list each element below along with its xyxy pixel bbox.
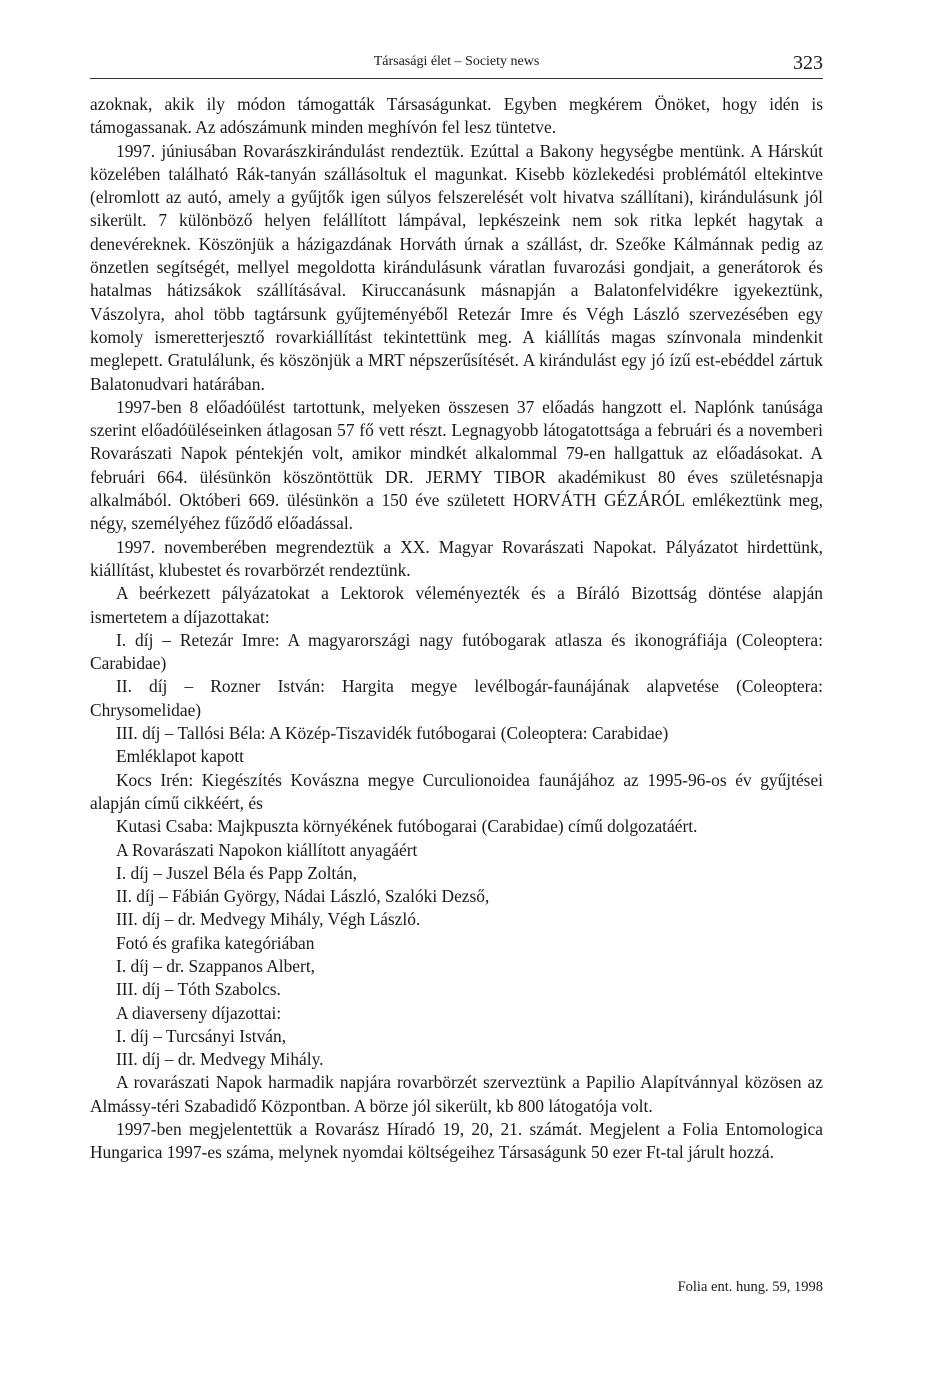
body-text (90, 93, 823, 1165)
paragraph: 1997-ben 8 előadóülést tartottunk, melyeken összesen 37 előadás hangzott el. Naplónk tanúsága szerint előadóüléseinken átlagosan 57 fő vett részt. Legnagyobb látogatottsága a februári és a novemberi Rovarászati Napok péntekjén volt, amikor mindkét alkalommal 79-en hallgattuk az előadásokat. A februári 664. ülésünkön köszöntöttük DR. JERMY TIBOR akadémikust 80 éves születésnapja alkalmából. Októberi 669. ülésünkön a 150 éve született HORVÁTH GÉZÁRÓL emlékeztünk meg, négy, személyéhez fűződő előadással. (90, 396, 823, 534)
prize-entry: II. díj – Rozner István: Hargita megye levélbogár-faunájának alapvetése (Coleoptera: Chrysomelidae) (90, 676, 823, 720)
prize-heading: Fotó és grafika kategóriában (116, 932, 315, 953)
paragraph: 1997. novemberében megrendeztük a XX. Magyar Rovarászati Napokat. Pályázatot hirdettünk, kiállítást, klubestet és rovarbörzét rendeztünk. (90, 536, 823, 580)
prize-entry: I. díj – Retezár Imre: A magyarországi nagy futóbogarak atlasza és ikonográfiája (Coleoptera: Carabidae) (90, 629, 823, 674)
prize-entry: III. díj – dr. Medvegy Mihály, Végh László. (116, 909, 421, 930)
header-title: Társasági élet – Society news (373, 54, 540, 69)
prize-entry: Kocs Irén: Kiegészítés Kovászna megye Curculionoidea faunájához az 1995-96-os év gyűjtései alapján című cikkéért, és (90, 769, 823, 813)
prize-heading: Emléklapot kapott (116, 746, 244, 767)
paragraph: A beérkezett pályázatokat a Lektorok véleményezték és a Bíráló Bizottság döntése alapján ismertetem a díjazottakat: (90, 583, 823, 627)
prize-entry: I. díj – Juszel Béla és Papp Zoltán, (116, 862, 358, 883)
running-header (90, 52, 823, 79)
prize-heading: A diaverseny díjazottai: (116, 1002, 282, 1023)
journal-footer: Folia ent. hung. 59, 1998 (677, 1279, 823, 1295)
paragraph: 1997-ben megjelentettük a Rovarász Híradó 19, 20, 21. számát. Megjelent a Folia Entomologica Hungarica 1997-es száma, melynek nyomdai költségeihez Társaságunk 50 ezer Ft-tal járult hozzá. (90, 1119, 823, 1163)
paragraph: azoknak, akik ily módon támogatták Társaságunkat. Egyben megkérem Önöket, hogy idén is támogassanak. Az adószámunk minden meghívón fel lesz tüntetve. (90, 94, 823, 138)
paragraph: A rovarászati Napok harmadik napjára rovarbörzét szerveztünk a Papilio Alapítvánnyal közösen az Almássy-téri Szabadidő Központban. A börze jól sikerült, kb 800 látogatója volt. (90, 1072, 823, 1116)
prize-entry: I. díj – dr. Szappanos Albert, (116, 955, 315, 976)
prize-heading: A Rovarászati Napokon kiállított anyagáért (116, 839, 418, 860)
prize-entry: III. díj – Tallósi Béla: A Közép-Tiszavidék futóbogarai (Coleoptera: Carabidae) (116, 723, 669, 744)
prize-entry: II. díj – Fábián György, Nádai László, Szalóki Dezső, (116, 886, 490, 907)
prize-entry: III. díj – Tóth Szabolcs. (116, 979, 281, 1000)
page-number: 323 (793, 52, 823, 74)
prize-entry: Kutasi Csaba: Majkpuszta környékének futóbogarai (Carabidae) című dolgozatáért. (116, 816, 698, 837)
prize-entry: III. díj – dr. Medvegy Mihály. (116, 1049, 324, 1070)
prize-entry: I. díj – Turcsányi István, (116, 1025, 287, 1046)
paragraph: 1997. júniusában Rovarászkirándulást rendeztük. Ezúttal a Bakony hegységbe mentünk. A Hárskút közelében található Rák-tanyán szállásoltuk el magunkat. Kisebb közlekedési problémától eltekintve (elromlott az autó, amely a gyűjtők igen súlyos felszerelését volt hivatva szállítani), kirándulásunk jól sikerült. 7 különböző helyen felállított lámpával, lepkészeink nem sok ritka lepkét hagytak a denevéreknek. Köszönjük a házigazdának Horváth úrnak a szállást, dr. Szeőke Kálmánnak pedig az önzetlen segítségét, mellyel megoldotta kirándulásunk váratlan fuvarozási gondjait, a generátorok és hatalmas hátizsákok szállításával. Kiruccanásunk másnapján a Balatonfelvidékre igyekeztünk, Vászolyra, ahol több tagtársunk gyűjteményéből Retezár Imre és Végh László szervezésében egy komoly ismeretterjesztő rovarkiállítást tekintettünk meg. A kiállítás magas színvonala mindenkit meglepett. Gratulálunk, és köszönjük a MRT népszerűsítését. A kirándulást egy jó ízű est-ebéddel zártuk Balatonudvari határában. (90, 140, 823, 394)
